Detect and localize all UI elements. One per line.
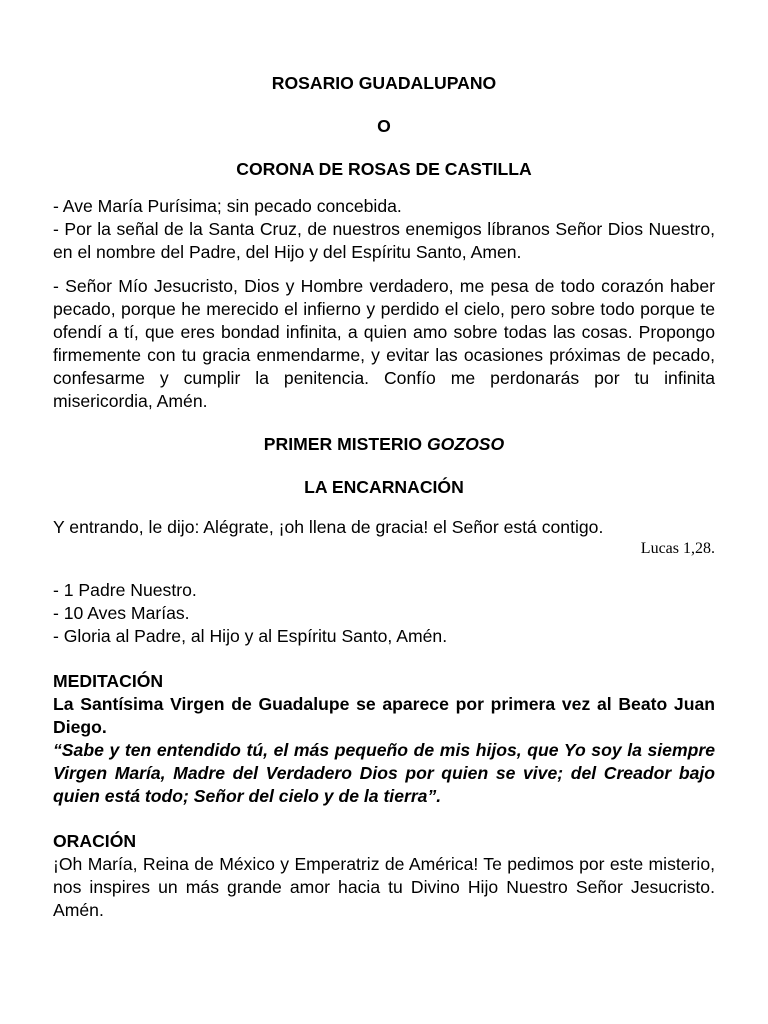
meditation-heading: MEDITACIÓN — [53, 671, 164, 691]
prayer-item: - 10 Aves Marías. — [53, 603, 190, 623]
opening-line-2: - Por la señal de la Santa Cruz, de nuestros enemigos líbranos Señor Dios Nuestro, en el nombre del Padre, del Hijo y del Espíritu Santo, Amen. — [53, 219, 715, 262]
title-line-1: ROSARIO GUADALUPANO — [271, 73, 497, 93]
title-line-3: CORONA DE ROSAS DE CASTILLA — [236, 159, 532, 179]
prayer-list — [53, 579, 715, 648]
meditation-section — [53, 670, 715, 808]
oration-heading: ORACIÓN — [53, 831, 137, 851]
oration-text: ¡Oh María, Reina de México y Emperatriz de América! Te pedimos por este misterio, nos inspires un más grande amor hacia tu Divino Hijo Nuestro Señor Jesucristo. Amén. — [53, 854, 715, 920]
mystery-heading-prefix: PRIMER MISTERIO — [263, 434, 427, 454]
contrition-paragraph: - Señor Mío Jesucristo, Dios y Hombre verdadero, me pesa de todo corazón haber pecado, porque he merecido el infierno y perdido el cielo, pero sobre todo porque te ofendí a tí, que eres bondad infinita, a quien amo sobre todas las cosas. Propongo firmemente con tu gracia enmendarme, y evitar las ocasiones próximas de pecado, confesarme y cumplir la penitencia. Confío me perdonarás por tu infinita misericordia, Amén. — [53, 276, 715, 411]
opening-block — [53, 195, 715, 264]
opening-line-1: - Ave María Purísima; sin pecado concebida. — [53, 196, 402, 216]
mystery-heading — [53, 433, 715, 456]
prayer-item: - Gloria al Padre, al Hijo y al Espíritu Santo, Amén. — [53, 626, 448, 646]
gospel-quote: Y entrando, le dijo: Alégrate, ¡oh llena de gracia! el Señor está contigo. — [53, 517, 604, 537]
prayer-item: - 1 Padre Nuestro. — [53, 580, 197, 600]
gospel-citation: Lucas 1,28. — [640, 540, 715, 557]
meditation-text: La Santísima Virgen de Guadalupe se aparece por primera vez al Beato Juan Diego. — [53, 694, 715, 737]
mystery-name: LA ENCARNACIÓN — [304, 477, 464, 497]
oration-section — [53, 830, 715, 922]
title-line-2: O — [377, 116, 391, 136]
meditation-quote: “Sabe y ten entendido tú, el más pequeño de mis hijos, que Yo soy la siempre Virgen María, Madre del Verdadero Dios por quien se vive; del Creador bajo quien está todo; Señor del cielo y de la tierra”. — [53, 740, 715, 806]
mystery-heading-italic: GOZOSO — [427, 434, 505, 454]
